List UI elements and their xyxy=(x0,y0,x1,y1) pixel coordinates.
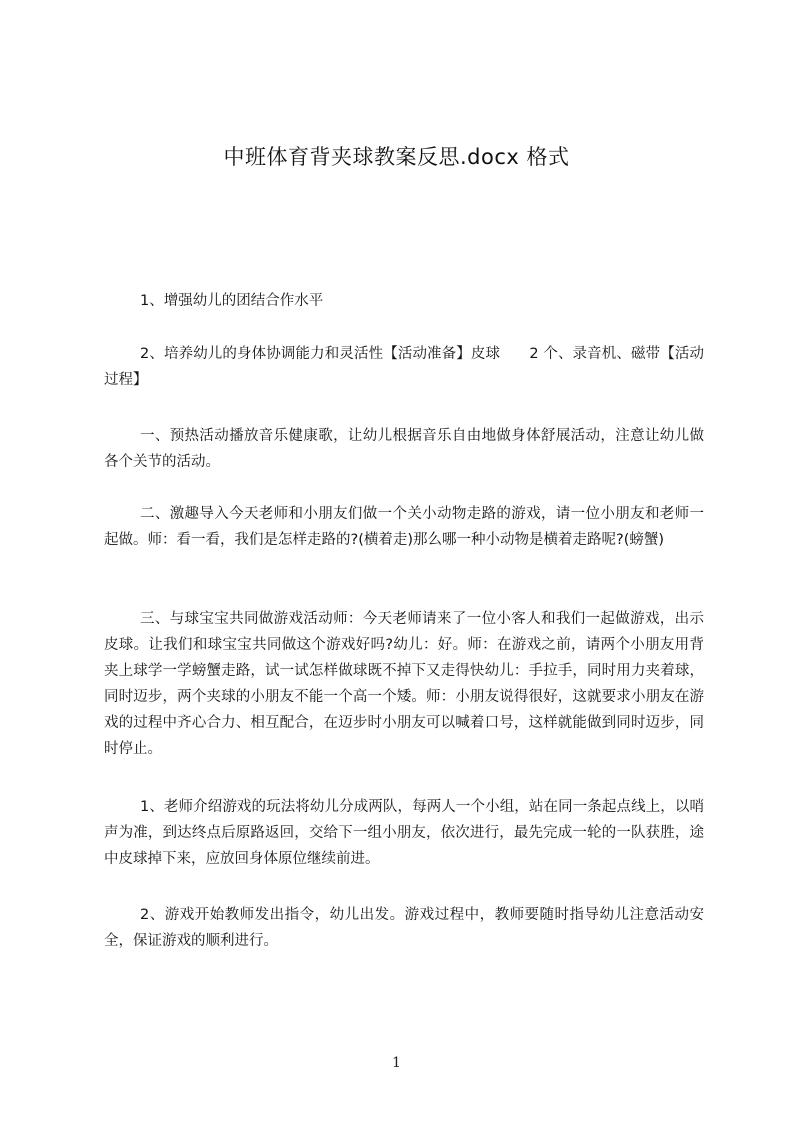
paragraph-game-rules: 1、老师介绍游戏的玩法将幼儿分成两队，每两人一个小组，站在同一条起点线上，以哨声为准，到达终点后原路返回，交给下一组小朋友，依次进行，最先完成一轮的一队获胜，途中皮球掉下来，应放回身体原位继续前进。 xyxy=(104,799,704,867)
paragraph-warmup: 一、预热活动播放音乐健康歌，让幼儿根据音乐自由地做身体舒展活动，注意让幼儿做各个关节的活动。 xyxy=(104,428,704,470)
paragraph-ball-game: 三、与球宝宝共同做游戏活动师：今天老师请来了一位小客人和我们一起做游戏，出示皮球。让我们和球宝宝共同做这个游戏好吗?幼儿：好。师：在游戏之前，请两个小朋友用背夹上球学一学螃蟹走路，试一试怎样做球既不掉下又走得快幼儿：手拉手，同时用力夹着球，同时迈步，两个夹球的小朋友不能一个高一个矮。师：小朋友说得很好，这就要求小朋友在游戏的过程中齐心合力、相互配合，在迈步时小朋友可以喊着口号，这样就能做到同时迈步，同时停止。 xyxy=(104,611,704,757)
document-title: 中班体育背夹球教案反思.docx 格式 xyxy=(223,145,570,169)
paragraph-game-start: 2、游戏开始教师发出指令，幼儿出发。游戏过程中，教师要随时指导幼儿注意活动安全，保证游戏的顺利进行。 xyxy=(104,907,704,949)
paragraph-introduction: 二、激趣导入今天老师和小朋友们做一个关小动物走路的游戏，请一位小朋友和老师一起做。师：看一看，我们是怎样走路的?(横着走)那么哪一种小动物是横着走路呢?(螃蟹) xyxy=(104,506,704,548)
paragraph-goal-2-preparation: 2、培养幼儿的身体协调能力和灵活性【活动准备】皮球 2 个、录音机、磁带【活动过程】 xyxy=(104,346,704,388)
paragraph-goal-1: 1、增强幼儿的团结合作水平 xyxy=(140,293,324,309)
page-number: 1 xyxy=(392,1055,401,1071)
